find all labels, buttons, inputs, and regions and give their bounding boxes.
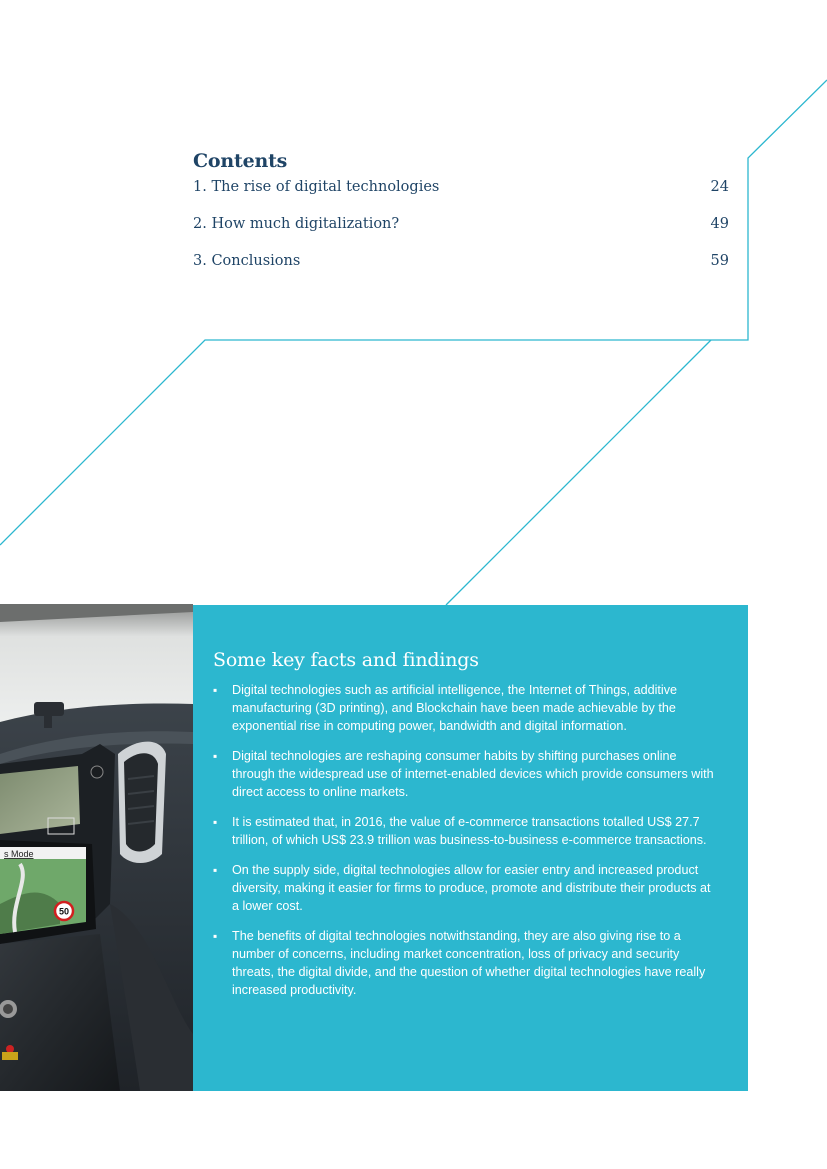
toc-item-page: 24 <box>710 179 729 195</box>
toc-item[interactable] <box>193 215 729 252</box>
toc-item-page: 59 <box>710 253 729 269</box>
list-item <box>213 813 718 849</box>
screen-mode-text: s Mode <box>4 849 34 859</box>
list-item-text: Digital technologies such as artificial intelligence, the Internet of Things, additive manufacturing (3D printing), and Blockchain have been made achievable by the exponential rise in computing power, bandwidth and digital information. <box>232 683 677 733</box>
list-item <box>213 681 718 735</box>
list-item-text: It is estimated that, in 2016, the value of e-commerce transactions totalled US$ 27.7 trillion, of which US$ 23.9 trillion was business-to-business e-commerce transactions. <box>232 815 707 847</box>
list-item <box>213 861 718 915</box>
list-item-text: On the supply side, digital technologies allow for easier entry and increased product diversity, making it easier for firms to produce, promote and distribute their products at a lower cost. <box>232 863 711 913</box>
speed-sign-text: 50 <box>58 906 70 917</box>
list-item <box>213 747 718 801</box>
toc-item[interactable] <box>193 178 729 215</box>
list-item-text: The benefits of digital technologies notwithstanding, they are also giving rise to a number of concerns, including market concentration, loss of privacy and security threats, the digital divide, and the question of whether digital technologies have really increased productivity. <box>232 929 706 997</box>
toc-item-label: 2. How much digitalization? <box>193 216 400 232</box>
bullet-icon: ▪ <box>213 929 218 943</box>
toc-item-label: 1. The rise of digital technologies <box>193 179 440 195</box>
key-facts-box <box>193 605 748 1091</box>
key-facts-list <box>213 681 718 999</box>
list-item <box>213 927 718 999</box>
toc-item-label: 3. Conclusions <box>193 253 301 269</box>
list-item-text: Digital technologies are reshaping consumer habits by shifting purchases online through the widespread use of internet-enabled devices which provide consumers with direct access to online markets. <box>232 749 714 799</box>
bullet-icon: ▪ <box>213 683 218 697</box>
toc-item[interactable] <box>193 252 729 289</box>
bullet-icon: ▪ <box>213 815 218 829</box>
toc-item-page: 49 <box>710 216 729 232</box>
table-of-contents <box>193 150 729 289</box>
bullet-icon: ▪ <box>213 749 218 763</box>
contents-title: Contents <box>193 150 288 172</box>
car-dashboard-photo <box>0 604 193 1091</box>
key-facts-title: Some key facts and findings <box>213 649 479 671</box>
bullet-icon: ▪ <box>213 863 218 877</box>
